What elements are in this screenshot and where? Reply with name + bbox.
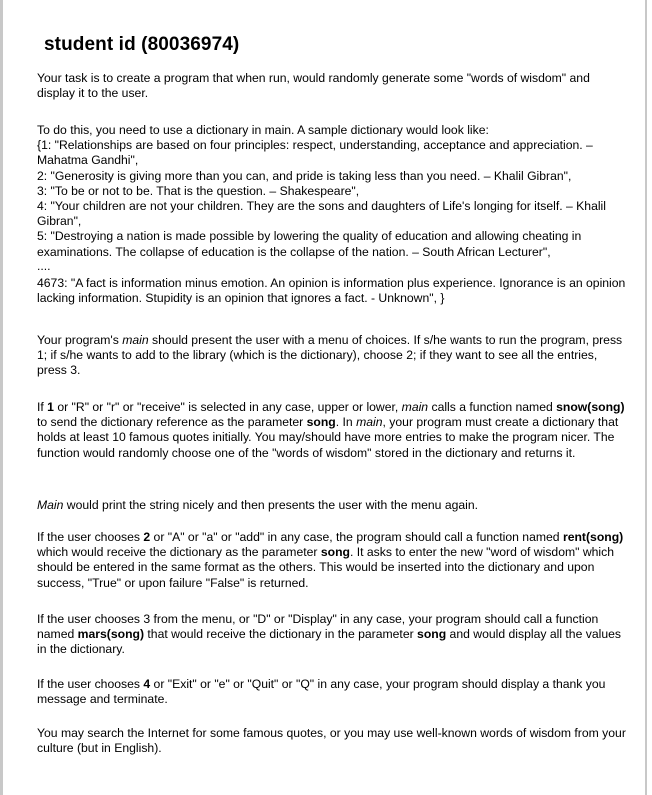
mars-paragraph: If the user chooses 3 from the menu, or "D" or "Display" in any case, your program should call a function named mars(song) that would receive the dictionary in the parameter song and would display all the values in the dictionary. [37, 612, 621, 657]
intro-paragraph: Your task is to create a program that when run, would randomly generate some "words of wisdom" and display it to the user. [37, 71, 590, 101]
exit-paragraph: If the user chooses 4 or "Exit" or "e" or "Quit" or "Q" in any case, your program should display a thank you message and terminate. [37, 677, 606, 707]
menu-paragraph: Your program's main should present the user with a menu of choices. If s/he wants to run the program, press 1; if s/he wants to add to the library (which is the dictionary), choose 2; if they want to see all the entries, press 3. [37, 333, 623, 378]
dict-line: 2: "Generosity is giving more than you can, and pride is taking less than you need. – Khalil Gibran", [37, 168, 572, 183]
dict-line: {1: "Relationships are based on four principles: respect, understanding, acceptance and appreciation. – Mahatma Gandhi", [37, 138, 593, 168]
dict-line: 4: "Your children are not your children. They are the sons and daughters of Life's longing for itself. – Khalil Gibran", [37, 199, 606, 229]
page-title: student id (80036974) [44, 34, 240, 55]
dict-line: 5: "Destroying a nation is made possible by lowering the quality of education and allowing cheating in examinations. The collapse of education is the collapse of the nation. – South African Lecturer", [37, 229, 582, 259]
dict-line: .... [37, 258, 51, 273]
closing-paragraph: You may search the Internet for some famous quotes, or you may use well-known words of wisdom from your culture (but in English). [37, 726, 626, 756]
dict-line: 3: "To be or not to be. That is the question. – Shakespeare", [37, 183, 360, 198]
dictionary-intro: To do this, you need to use a dictionary in main. A sample dictionary would look like: [37, 123, 489, 137]
dict-line: 4673: "A fact is information minus emotion. An opinion is information plus experience. Ignorance is an opinion lacking information. Stupidity is an opinion that ignores a fact. - Unknown", } [37, 275, 626, 306]
rent-paragraph: If the user chooses 2 or "A" or "a" or "add" in any case, the program should call a function named rent(song) which would receive the dictionary as the parameter song. It asks to enter the new "word of wisdom" which should be entered in the same format as the others. This would be inserted into the dictionary and upon success, "True" or upon failure "False" is returned. [37, 530, 624, 590]
print-paragraph: Main would print the string nicely and then presents the user with the menu again. [37, 498, 479, 512]
dictionary-example [37, 123, 627, 306]
snow-paragraph: If 1 or "R" or "r" or "receive" is selected in any case, upper or lower, main calls a function named snow(song) to send the dictionary reference as the parameter song. In main, your program must create a dictionary that holds at least 10 famous quotes initially. You may/should have more entries to make the program nicer. The function would randomly choose one of the "words of wisdom" stored in the dictionary and returns it. [37, 400, 625, 460]
